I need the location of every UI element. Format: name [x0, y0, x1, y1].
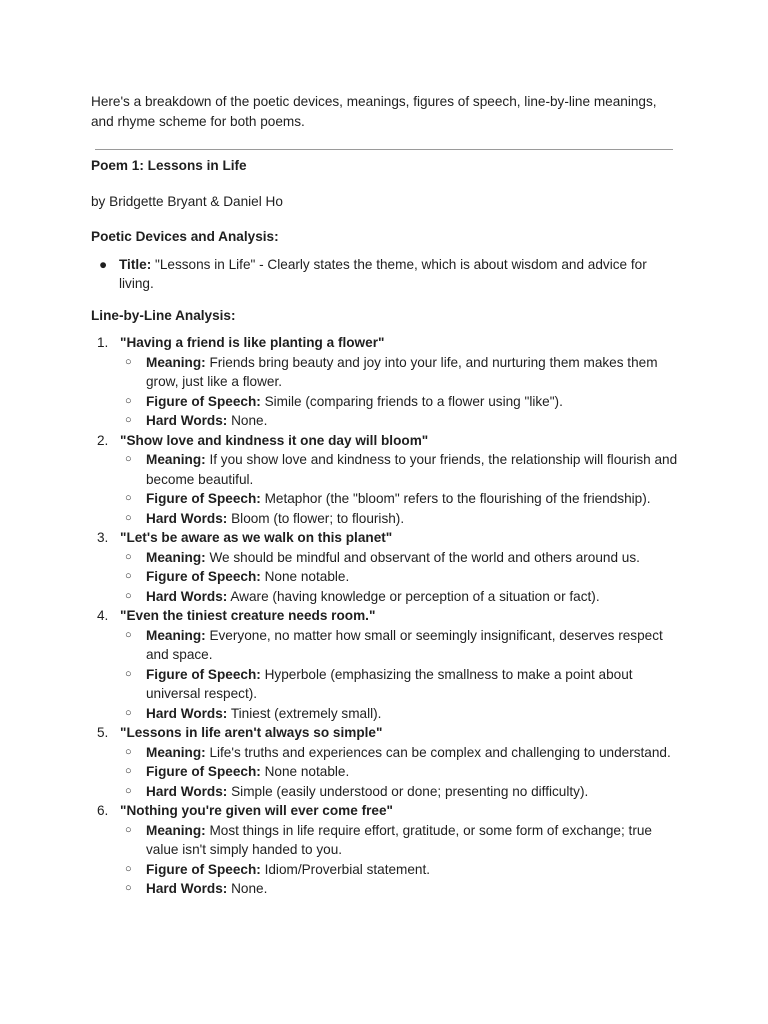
- list-number: 5.: [97, 725, 109, 740]
- list-item: [120, 782, 681, 802]
- list-number: 4.: [97, 608, 109, 623]
- detail-text: Life's truths and experiences can be complex and challenging to understand.: [205, 744, 671, 760]
- circle-bullet-icon: ○: [125, 453, 132, 465]
- list-item: [120, 743, 681, 763]
- detail-label: Hard Words:: [146, 705, 228, 721]
- detail-label: Meaning:: [146, 549, 206, 565]
- detail-label: Hard Words:: [146, 783, 228, 799]
- detail-text: Aware (having knowledge or perception of a situation or fact).: [227, 588, 600, 604]
- detail-text: If you show love and kindness to your friends, the relationship will flourish and become beautiful.: [146, 452, 678, 487]
- line-details: [120, 626, 681, 724]
- devices-heading: Poetic Devices and Analysis:: [91, 229, 279, 244]
- list-number: 3.: [97, 530, 109, 545]
- line-item-4: [91, 606, 681, 723]
- list-item: [120, 509, 681, 529]
- line-item-2: [91, 431, 681, 529]
- circle-bullet-icon: ○: [125, 823, 132, 836]
- detail-label: Figure of Speech:: [146, 861, 261, 877]
- circle-bullet-icon: ○: [125, 706, 132, 719]
- list-item: [120, 665, 681, 704]
- list-number: 6.: [97, 803, 109, 818]
- circle-bullet-icon: ○: [125, 550, 132, 563]
- detail-text: None notable.: [260, 569, 350, 584]
- intro-paragraph: Here's a breakdown of the poetic devices, meanings, figures of speech, line-by-line meanings, and rhyme scheme for both poems.: [91, 94, 657, 129]
- circle-bullet-icon: ○: [125, 394, 132, 407]
- detail-text: Friends bring beauty and joy into your life, and nurturing them makes them grow, just like a flower.: [146, 354, 658, 389]
- line-item-5: [91, 723, 681, 801]
- detail-label: Meaning:: [146, 354, 206, 370]
- horizontal-rule: [95, 149, 673, 150]
- list-item: [120, 762, 681, 782]
- detail-label: Figure of Speech:: [146, 491, 261, 506]
- list-item: [120, 392, 681, 412]
- line-quote: "Nothing you're given will ever come free": [120, 803, 393, 818]
- detail-label: Hard Words:: [146, 588, 228, 604]
- detail-text: Everyone, no matter how small or seemingly insignificant, deserves respect and space.: [146, 627, 663, 662]
- item-text: "Lessons in Life" - Clearly states the theme, which is about wisdom and advice for living.: [119, 256, 647, 291]
- detail-label: Hard Words:: [146, 881, 228, 896]
- circle-bullet-icon: ○: [125, 628, 132, 641]
- detail-text: Tiniest (extremely small).: [227, 705, 382, 721]
- detail-text: Hyperbole (emphasizing the smallness to make a point about universal respect).: [146, 666, 633, 701]
- detail-label: Figure of Speech:: [146, 393, 261, 409]
- detail-label: Figure of Speech:: [146, 764, 261, 779]
- item-label: Title:: [119, 256, 152, 272]
- line-item-6: [91, 801, 681, 899]
- detail-text: Most things in life require effort, gratitude, or some form of exchange; true value isn't simply handed to you.: [146, 822, 652, 857]
- analysis-heading: Line-by-Line Analysis:: [91, 307, 236, 323]
- line-details: [120, 821, 681, 899]
- circle-bullet-icon: ○: [125, 511, 132, 524]
- circle-bullet-icon: ○: [125, 784, 132, 797]
- list-item: [120, 411, 681, 431]
- list-item: [120, 704, 681, 724]
- detail-label: Hard Words:: [146, 510, 228, 526]
- poem-title: Poem 1: Lessons in Life: [91, 158, 247, 173]
- line-item-1: [91, 333, 681, 431]
- bullet-icon: ●: [99, 256, 108, 272]
- line-quote: "Let's be aware as we walk on this planet": [120, 530, 393, 545]
- detail-text: None.: [227, 413, 268, 428]
- detail-text: Idiom/Proverbial statement.: [260, 861, 431, 877]
- circle-bullet-icon: ○: [125, 589, 132, 602]
- circle-bullet-icon: ○: [125, 492, 132, 504]
- list-item: [120, 879, 681, 899]
- line-quote: "Lessons in life aren't always so simple": [120, 725, 383, 740]
- detail-text: None.: [227, 881, 268, 896]
- list-item: [120, 548, 681, 568]
- poem-byline: by Bridgette Bryant & Daniel Ho: [91, 193, 283, 209]
- circle-bullet-icon: ○: [125, 570, 132, 582]
- detail-text: Simple (easily understood or done; presenting no difficulty).: [227, 783, 589, 799]
- detail-text: Simile (comparing friends to a flower using "like").: [260, 393, 563, 409]
- list-item: [120, 567, 681, 587]
- list-item: [120, 489, 681, 509]
- circle-bullet-icon: ○: [125, 667, 132, 680]
- line-quote: "Even the tiniest creature needs room.": [120, 608, 376, 623]
- detail-text: None notable.: [260, 764, 350, 779]
- devices-list: [91, 255, 681, 294]
- list-item: [120, 353, 681, 392]
- detail-label: Meaning:: [146, 452, 206, 467]
- circle-bullet-icon: ○: [125, 745, 132, 758]
- line-details: [120, 743, 681, 802]
- list-number: 1.: [97, 335, 109, 350]
- detail-label: Figure of Speech:: [146, 569, 261, 584]
- line-item-3: [91, 528, 681, 606]
- document-content: [91, 92, 681, 899]
- list-number: 2.: [97, 432, 109, 448]
- list-item: [120, 450, 681, 489]
- detail-text: We should be mindful and observant of the world and others around us.: [205, 549, 640, 565]
- list-item: [120, 626, 681, 665]
- line-analysis-list: [91, 333, 681, 899]
- list-item: [120, 860, 681, 880]
- list-item: [120, 821, 681, 860]
- circle-bullet-icon: ○: [125, 355, 132, 368]
- line-quote: "Having a friend is like planting a flower": [120, 335, 385, 350]
- detail-label: Hard Words:: [146, 413, 228, 428]
- list-item: [120, 587, 681, 607]
- detail-text: Metaphor (the "bloom" refers to the flourishing of the friendship).: [260, 491, 651, 506]
- circle-bullet-icon: ○: [125, 862, 132, 875]
- circle-bullet-icon: ○: [125, 882, 132, 894]
- line-quote: "Show love and kindness it one day will bloom": [120, 432, 429, 448]
- line-details: [120, 353, 681, 431]
- detail-label: Meaning:: [146, 744, 206, 760]
- circle-bullet-icon: ○: [125, 414, 132, 426]
- detail-label: Meaning:: [146, 627, 206, 643]
- detail-label: Meaning:: [146, 822, 206, 838]
- circle-bullet-icon: ○: [125, 765, 132, 777]
- line-details: [120, 450, 681, 528]
- detail-label: Figure of Speech:: [146, 666, 261, 682]
- line-details: [120, 548, 681, 607]
- detail-text: Bloom (to flower; to flourish).: [227, 510, 405, 526]
- list-item: [91, 255, 681, 294]
